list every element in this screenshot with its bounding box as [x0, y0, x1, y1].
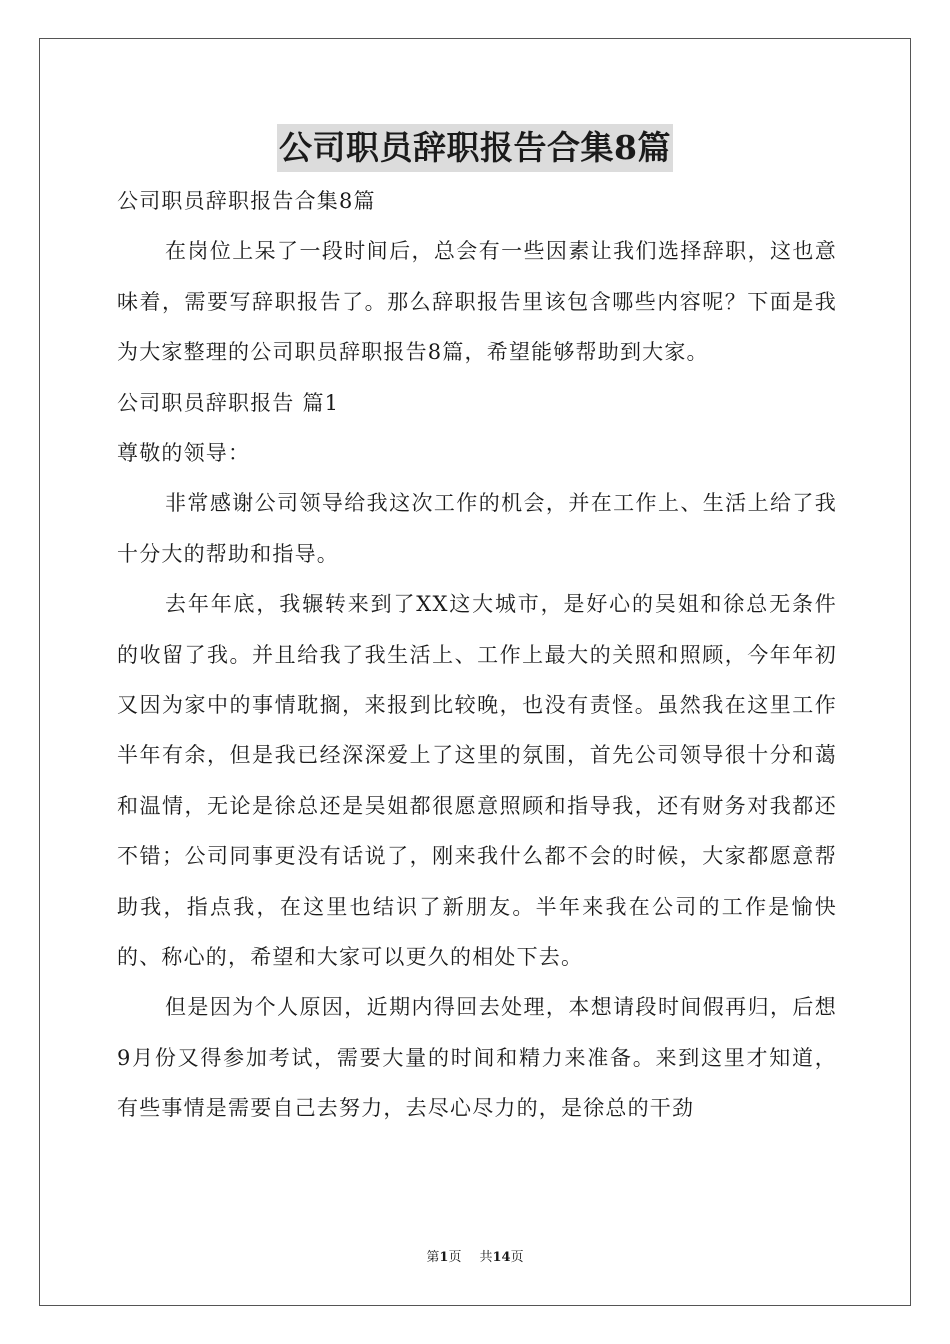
page-current: 1: [439, 1250, 449, 1265]
document-title: 公司职员辞职报告合集8篇: [277, 124, 673, 172]
page-suffix: 页: [448, 1250, 462, 1265]
document-subtitle: 公司职员辞职报告合集8篇: [117, 189, 376, 213]
document-body: [117, 176, 837, 1134]
body-paragraph-3: 但是因为个人原因，近期内得回去处理，本想请段时间假再归，后想9月份又得参加考试，需要大量的时间和精力来准备。来到这里才知道，有些事情是需要自己去努力，去尽心尽力的，是徐总的干劲: [117, 995, 837, 1121]
title-container: [0, 124, 950, 172]
total-prefix: 共: [479, 1250, 493, 1265]
body-paragraph-2: 去年年底，我辗转来到了XX这大城市，是好心的吴姐和徐总无条件的收留了我。并且给我了我生活上、工作上最大的关照和照顾，今年年初又因为家中的事情耽搁，来报到比较晚，也没有责怪。虽然我在这里工作半年有余，但是我已经深深爱上了这里的氛围，首先公司领导很十分和蔼和温情，无论是徐总还是吴姐都很愿意照顾和指导我，还有财务对我都还不错；公司同事更没有话说了，刚来我什么都不会的时候，大家都愿意帮助我，指点我，在这里也结识了新朋友。半年来我在公司的工作是愉快的、称心的，希望和大家可以更久的相处下去。: [117, 592, 837, 970]
page-footer: [0, 1249, 950, 1267]
section-heading: 公司职员辞职报告 篇1: [117, 390, 340, 415]
salutation: 尊敬的领导：: [117, 441, 251, 465]
page-total: 14: [492, 1250, 511, 1265]
page-prefix: 第: [426, 1250, 440, 1265]
body-paragraph-1: 非常感谢公司领导给我这次工作的机会，并在工作上、生活上给了我十分大的帮助和指导。: [117, 491, 837, 566]
intro-paragraph: 在岗位上呆了一段时间后，总会有一些因素让我们选择辞职，这也意味着，需要写辞职报告了。那么辞职报告里该包含哪些内容呢？下面是我为大家整理的公司职员辞职报告8篇，希望能够帮助到大家。: [117, 239, 837, 365]
total-suffix: 页: [510, 1250, 524, 1265]
